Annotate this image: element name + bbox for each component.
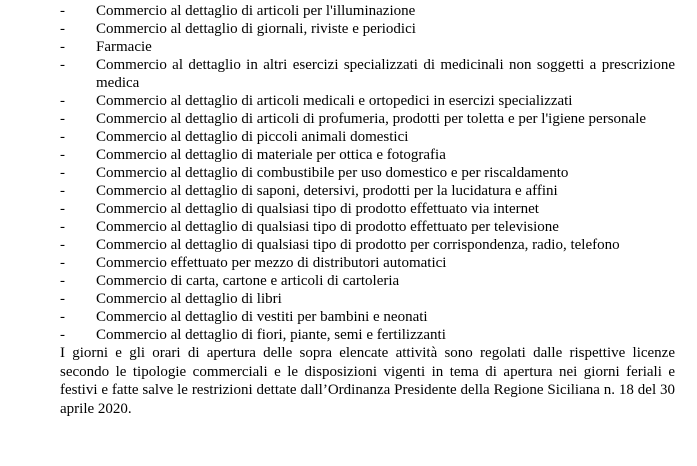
bullet-dash: - <box>60 327 65 343</box>
bullet-dash: - <box>60 93 65 109</box>
list-item-text: Commercio al dettaglio di qualsiasi tipo di prodotto effettuato via internet <box>96 201 539 217</box>
list-item <box>0 308 697 326</box>
list-item <box>0 200 697 218</box>
list-item <box>0 38 697 56</box>
list-item-text: Commercio al dettaglio in altri esercizi specializzati di medicinali non soggetti a prescrizione medica <box>96 57 675 91</box>
list-item <box>0 2 697 20</box>
bullet-dash: - <box>60 57 65 73</box>
bullet-dash: - <box>60 201 65 217</box>
bullet-dash: - <box>60 237 65 253</box>
list-item <box>0 326 697 344</box>
bullet-dash: - <box>60 3 65 19</box>
bullet-dash: - <box>60 21 65 37</box>
list-item-text: Commercio al dettaglio di vestiti per bambini e neonati <box>96 309 428 325</box>
list-item-text: Commercio al dettaglio di libri <box>96 291 282 307</box>
list-item <box>0 20 697 38</box>
list-item <box>0 128 697 146</box>
list-item-text: Commercio di carta, cartone e articoli di cartoleria <box>96 273 400 289</box>
bullet-dash: - <box>60 183 65 199</box>
list-item <box>0 92 697 110</box>
activity-list <box>0 2 697 344</box>
bullet-dash: - <box>60 147 65 163</box>
list-item-text: Commercio al dettaglio di combustibile per uso domestico e per riscaldamento <box>96 165 569 181</box>
bullet-dash: - <box>60 165 65 181</box>
list-item-text: Commercio al dettaglio di articoli medicali e ortopedici in esercizi specializzati <box>96 93 573 109</box>
list-item-text: Commercio al dettaglio di giornali, riviste e periodici <box>96 21 416 37</box>
bullet-dash: - <box>60 309 65 325</box>
list-item-text: Commercio al dettaglio di articoli di profumeria, prodotti per toletta e per l'igiene personale <box>96 111 647 127</box>
list-item-text: Commercio al dettaglio di qualsiasi tipo di prodotto effettuato per televisione <box>96 219 559 235</box>
list-item <box>0 272 697 290</box>
list-item <box>0 164 697 182</box>
list-item-text: Commercio effettuato per mezzo di distributori automatici <box>96 255 447 271</box>
list-item-text: Commercio al dettaglio di piccoli animali domestici <box>96 129 409 145</box>
bullet-dash: - <box>60 291 65 307</box>
list-item-text: Commercio al dettaglio di materiale per ottica e fotografia <box>96 147 446 163</box>
list-item <box>0 110 697 128</box>
list-item <box>0 290 697 308</box>
bullet-dash: - <box>60 219 65 235</box>
bullet-dash: - <box>60 255 65 271</box>
list-item-text: Commercio al dettaglio di articoli per l'illuminazione <box>96 3 416 19</box>
bullet-dash: - <box>60 273 65 289</box>
bullet-dash: - <box>60 111 65 127</box>
list-item-text: Farmacie <box>96 39 152 55</box>
list-item-text: Commercio al dettaglio di saponi, detersivi, prodotti per la lucidatura e affini <box>96 183 558 199</box>
list-item-text: Commercio al dettaglio di fiori, piante, semi e fertilizzanti <box>96 327 446 343</box>
list-item-text: Commercio al dettaglio di qualsiasi tipo di prodotto per corrispondenza, radio, telefono <box>96 237 620 253</box>
list-item <box>0 56 697 92</box>
list-item <box>0 146 697 164</box>
closing-paragraph: I giorni e gli orari di apertura delle sopra elencate attività sono regolati dalle rispettive licenze secondo le tipologie commerciali e le disposizioni vigenti in tema di apertura nei giorni feriali e festivi e fatte salve le restrizioni dettate dall’Ordinanza Presidente della Regione Siciliana n. 18 del 30 aprile 2020. <box>60 345 675 417</box>
bullet-dash: - <box>60 39 65 55</box>
list-item <box>0 218 697 236</box>
bullet-dash: - <box>60 129 65 145</box>
list-item <box>0 182 697 200</box>
list-item <box>0 254 697 272</box>
list-item <box>0 236 697 254</box>
